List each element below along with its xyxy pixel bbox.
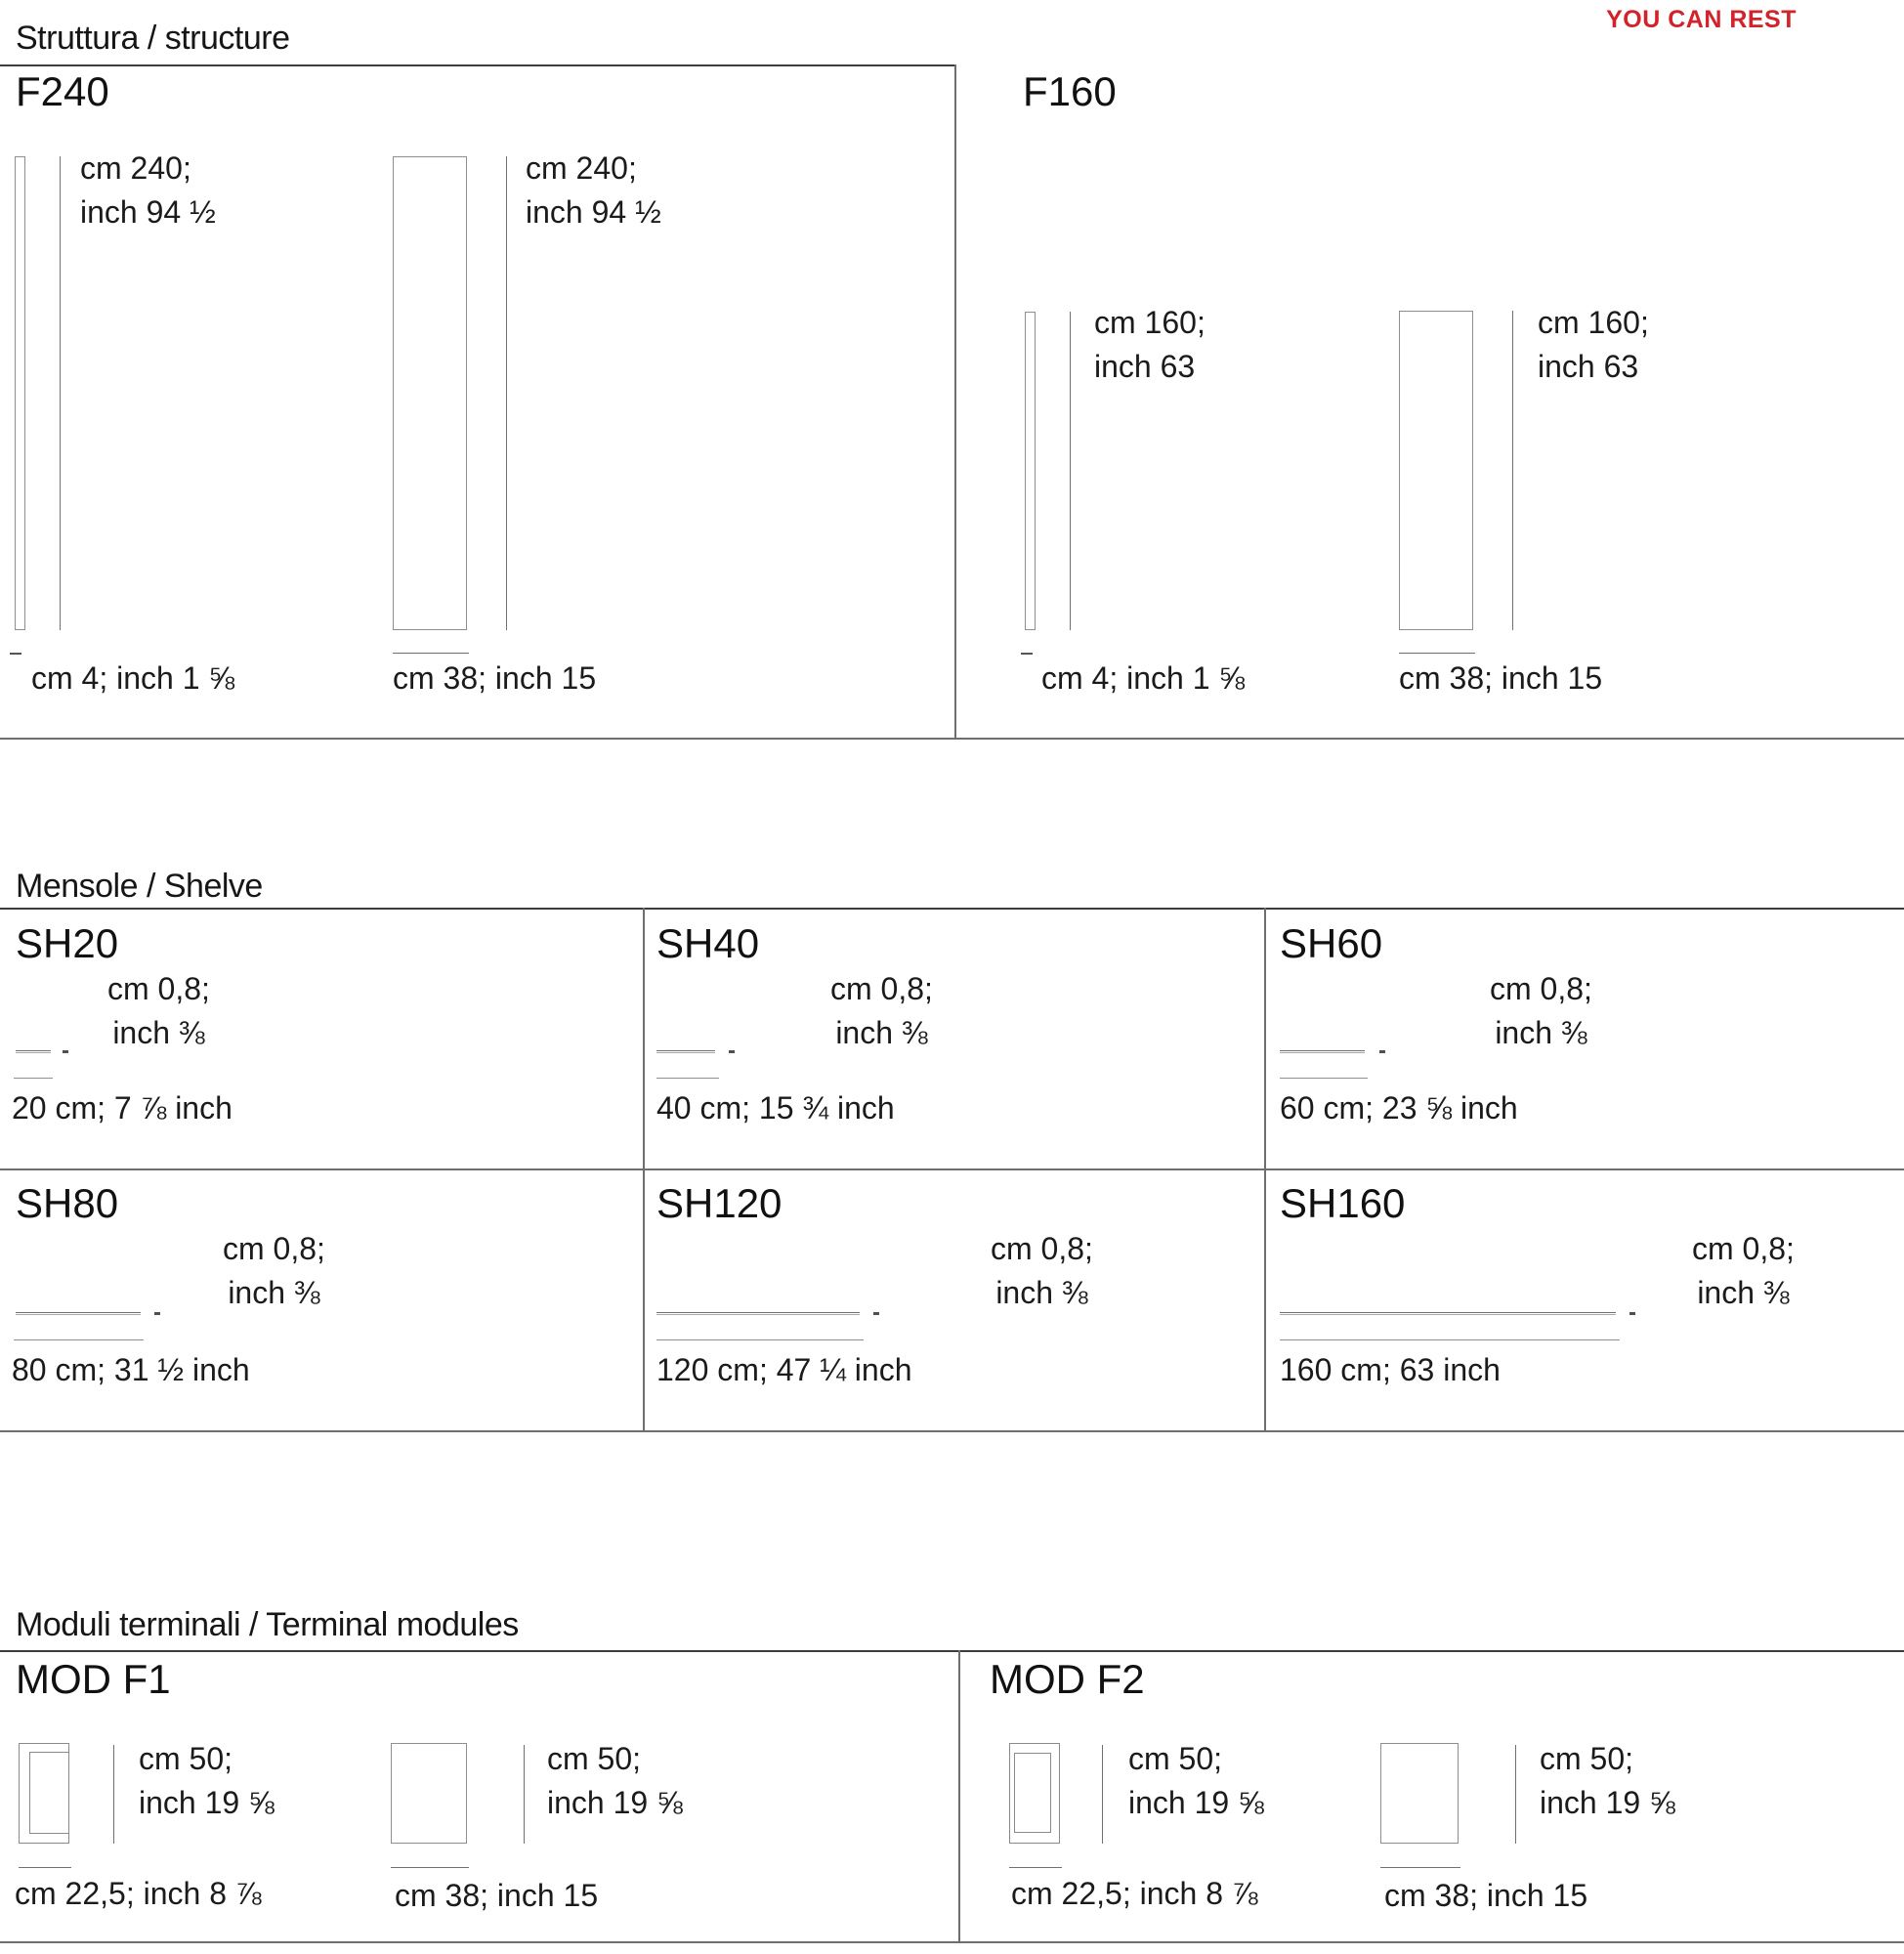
f160-width-label: cm 38; inch 15 (1399, 660, 1603, 696)
sh60-width-dimension-line (1280, 1078, 1368, 1079)
sh120-size-label: 120 cm; 47 ¼ inch (656, 1352, 912, 1387)
f160-width-dimension-line (1399, 653, 1475, 654)
section-title-structure: Struttura / structure (16, 20, 290, 57)
f240-height-inch-2: inch 94 ½ (526, 194, 661, 230)
shelf-code-sh20: SH20 (16, 920, 119, 966)
sh120-thickness-cm: cm 0,8; (991, 1231, 1093, 1266)
sh40-thickness-label (830, 967, 933, 1055)
f160-height-inch: inch 63 (1094, 349, 1196, 384)
sh80-width-dimension-line (14, 1339, 144, 1340)
modf1-width-dimension-line (391, 1867, 469, 1868)
sh20-front-view-line (16, 1050, 51, 1053)
sh160-thickness-cm: cm 0,8; (1692, 1231, 1795, 1266)
f160-depth-tick (1021, 653, 1033, 655)
sh60-size-label: 60 cm; 23 ⅝ inch (1280, 1090, 1518, 1126)
shelf-code-sh120: SH120 (656, 1180, 783, 1226)
f240-height-dimension-line-2 (506, 156, 507, 630)
sh40-width-dimension-line (656, 1078, 719, 1079)
shelf-code-sh40: SH40 (656, 920, 760, 966)
brand-slogan: YOU CAN REST (1606, 6, 1797, 33)
f240-height-label-2 (526, 147, 661, 234)
sh120-side-view-dot (873, 1312, 879, 1315)
f160-side-profile-drawing (1025, 312, 1036, 630)
f160-height-label-2 (1538, 301, 1649, 389)
section-title-terminal-modules: Moduli terminali / Terminal modules (16, 1606, 519, 1643)
modf2-height-cm: cm 50; (1128, 1741, 1223, 1776)
sh160-width-dimension-line (1280, 1339, 1620, 1340)
terminal-panel-divider (958, 1650, 960, 1941)
modf1-height-dimension-line-2 (524, 1745, 525, 1844)
sh120-width-dimension-line (656, 1339, 864, 1340)
f240-depth-label: cm 4; inch 1 ⅝ (31, 660, 235, 696)
sh160-front-view-line (1280, 1312, 1616, 1315)
f240-height-dimension-line-1 (60, 156, 61, 630)
sh80-size-label: 80 cm; 31 ½ inch (12, 1352, 250, 1387)
sh120-thickness-label (991, 1227, 1093, 1315)
sh40-thickness-cm: cm 0,8; (830, 971, 933, 1006)
modf2-height-inch-2: inch 19 ⅝ (1540, 1785, 1675, 1820)
sh40-side-view-dot (729, 1050, 735, 1053)
f160-height-dimension-line-1 (1070, 312, 1071, 630)
f240-depth-tick (10, 653, 21, 655)
sh20-thickness-cm: cm 0,8; (107, 971, 210, 1006)
sh20-side-view-dot (63, 1050, 68, 1053)
terminal-header-underline (0, 1650, 1904, 1652)
shelves-header-underline (0, 908, 1904, 910)
shelf-code-sh160: SH160 (1280, 1180, 1406, 1226)
modf2-height-label-1 (1128, 1737, 1264, 1825)
sh80-thickness-cm: cm 0,8; (223, 1231, 325, 1266)
f240-height-label-1 (80, 147, 216, 234)
module-code-mod-f2: MOD F2 (990, 1656, 1145, 1702)
modf1-height-cm-2: cm 50; (547, 1741, 642, 1776)
modf2-depth-dimension-line (1009, 1867, 1062, 1868)
shelves-row-divider (0, 1168, 1904, 1170)
section-title-shelves: Mensole / Shelve (16, 868, 263, 905)
modf2-height-cm-2: cm 50; (1540, 1741, 1634, 1776)
structure-header-underline (0, 64, 955, 66)
sh20-size-label: 20 cm; 7 ⅞ inch (12, 1090, 233, 1126)
panel-code-f240: F240 (16, 68, 109, 114)
sh80-side-view-dot (154, 1312, 160, 1315)
modf2-inner-profile (1014, 1753, 1051, 1833)
sh20-thickness-inch: inch ⅜ (112, 1015, 205, 1050)
modf2-front-drawing (1380, 1743, 1459, 1844)
sh160-thickness-inch: inch ⅜ (1697, 1275, 1790, 1310)
sh120-front-view-line (656, 1312, 860, 1315)
sh60-thickness-inch: inch ⅜ (1495, 1015, 1587, 1050)
modf1-front-drawing (391, 1743, 467, 1844)
f240-height-cm-2: cm 240; (526, 150, 637, 186)
sh20-thickness-label (107, 967, 210, 1055)
panel-code-f160: F160 (1023, 68, 1117, 114)
modf1-side-section-drawing (19, 1743, 69, 1844)
module-code-mod-f1: MOD F1 (16, 1656, 171, 1702)
sh160-thickness-label (1692, 1227, 1795, 1315)
structure-panel-divider (954, 64, 956, 739)
modf2-height-label-2 (1540, 1737, 1675, 1825)
modf1-height-cm: cm 50; (139, 1741, 233, 1776)
sh40-thickness-inch: inch ⅜ (835, 1015, 928, 1050)
shelves-section-bottom-line (0, 1430, 1904, 1432)
f240-front-profile-drawing (393, 156, 467, 630)
sh80-thickness-inch: inch ⅜ (228, 1275, 320, 1310)
modf2-side-section-drawing (1009, 1743, 1060, 1844)
f160-depth-label: cm 4; inch 1 ⅝ (1041, 660, 1246, 696)
f160-height-cm: cm 160; (1094, 305, 1206, 340)
modf2-depth-label: cm 22,5; inch 8 ⅞ (1011, 1876, 1258, 1911)
sh60-thickness-cm: cm 0,8; (1490, 971, 1592, 1006)
modf2-width-label: cm 38; inch 15 (1384, 1878, 1588, 1913)
shelf-code-sh60: SH60 (1280, 920, 1383, 966)
terminal-section-bottom-line (0, 1941, 1904, 1943)
modf1-inner-profile (29, 1752, 68, 1834)
sh80-front-view-line (16, 1312, 141, 1315)
sh160-side-view-dot (1629, 1312, 1635, 1315)
sh160-size-label: 160 cm; 63 inch (1280, 1352, 1501, 1387)
f160-front-profile-drawing (1399, 311, 1473, 630)
modf2-height-dimension-line-2 (1515, 1745, 1516, 1844)
sh40-front-view-line (656, 1050, 715, 1053)
modf1-depth-label: cm 22,5; inch 8 ⅞ (15, 1876, 262, 1911)
f160-height-inch-2: inch 63 (1538, 349, 1639, 384)
sh20-width-dimension-line (14, 1078, 53, 1079)
modf2-height-dimension-line-1 (1102, 1745, 1103, 1844)
sh80-thickness-label (223, 1227, 325, 1315)
modf1-height-inch: inch 19 ⅝ (139, 1785, 275, 1820)
modf1-depth-dimension-line (19, 1867, 71, 1868)
f240-height-inch: inch 94 ½ (80, 194, 216, 230)
modf1-width-label: cm 38; inch 15 (395, 1878, 599, 1913)
f240-side-profile-drawing (15, 156, 25, 630)
f240-height-cm: cm 240; (80, 150, 191, 186)
modf1-height-label-1 (139, 1737, 275, 1825)
shelf-code-sh80: SH80 (16, 1180, 119, 1226)
sh60-side-view-dot (1379, 1050, 1385, 1053)
f160-height-dimension-line-2 (1512, 311, 1513, 630)
structure-section-bottom-line (0, 738, 1904, 740)
sh120-thickness-inch: inch ⅜ (995, 1275, 1088, 1310)
modf2-width-dimension-line (1380, 1867, 1460, 1868)
sh60-front-view-line (1280, 1050, 1365, 1053)
f240-width-dimension-line (393, 653, 469, 654)
modf1-height-dimension-line-1 (113, 1745, 114, 1844)
modf2-height-inch: inch 19 ⅝ (1128, 1785, 1264, 1820)
f160-height-cm-2: cm 160; (1538, 305, 1649, 340)
modf1-height-label-2 (547, 1737, 683, 1825)
f240-width-label: cm 38; inch 15 (393, 660, 597, 696)
modf1-height-inch-2: inch 19 ⅝ (547, 1785, 683, 1820)
sh60-thickness-label (1490, 967, 1592, 1055)
f160-height-label-1 (1094, 301, 1206, 389)
sh40-size-label: 40 cm; 15 ¾ inch (656, 1090, 895, 1126)
